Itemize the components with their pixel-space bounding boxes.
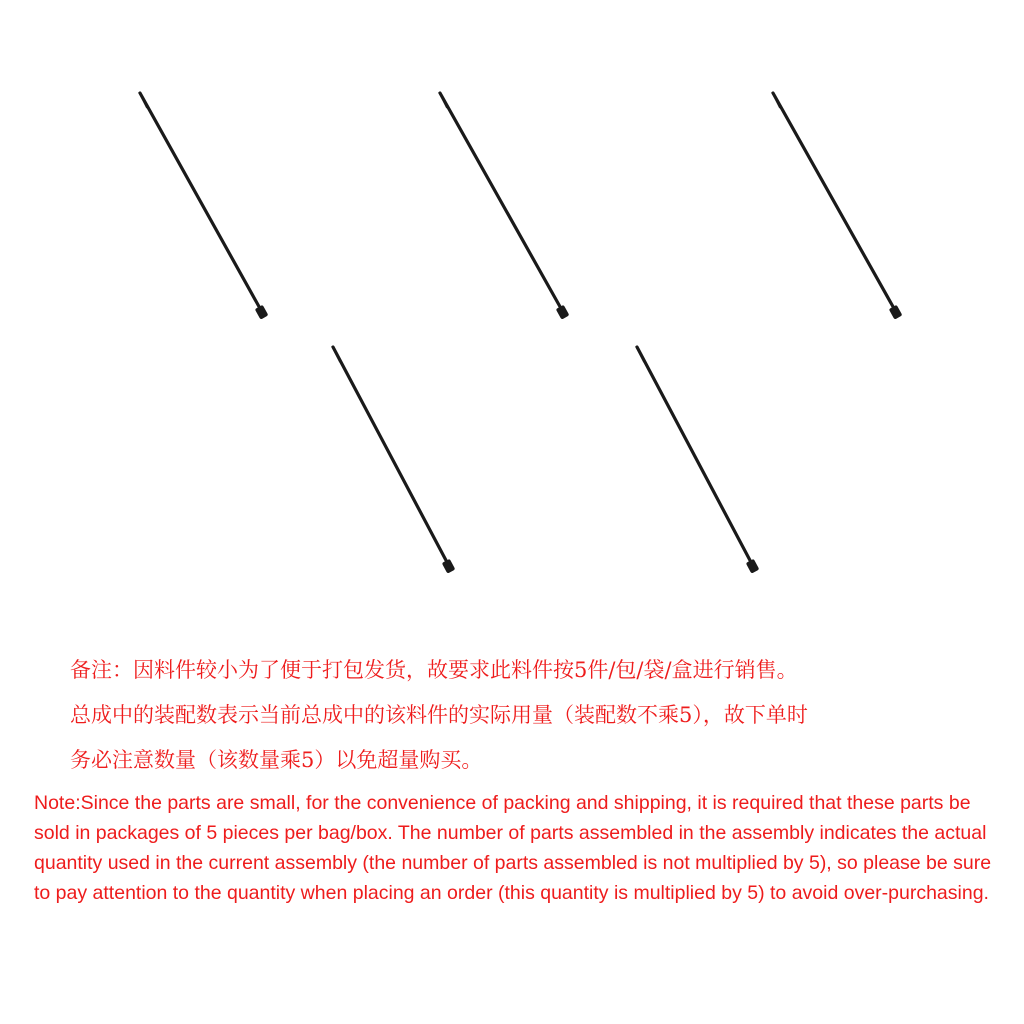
cable-tie-icon	[139, 92, 268, 320]
chinese-note	[70, 648, 1000, 783]
chinese-note-line: 总成中的装配数表示当前总成中的该料件的实际用量（装配数不乘5），故下单时	[70, 703, 808, 727]
chinese-note-line: 务必注意数量（该数量乘5）以免超量购买。	[70, 748, 483, 772]
cable-tie-icon	[636, 346, 759, 574]
cable-tie-icon	[439, 92, 569, 320]
cable-tie-icon	[332, 346, 455, 574]
chinese-note-line: 备注：因料件较小为了便于打包发货，故要求此料件按5件/包/袋/盒进行销售。	[70, 658, 798, 682]
cable-tie-icon	[772, 92, 902, 320]
english-note: Note:Since the parts are small, for the convenience of packing and shipping, it is required that these parts be sold in packages of 5 pieces per bag/box. The number of parts assembled in the assembly indicates the actual quantity used in the current assembly (the number of parts assembled is not multiplied by 5), so please be sure to pay attention to the quantity when placing an order (this quantity is multiplied by 5) to avoid over-purchasing.	[34, 792, 992, 904]
